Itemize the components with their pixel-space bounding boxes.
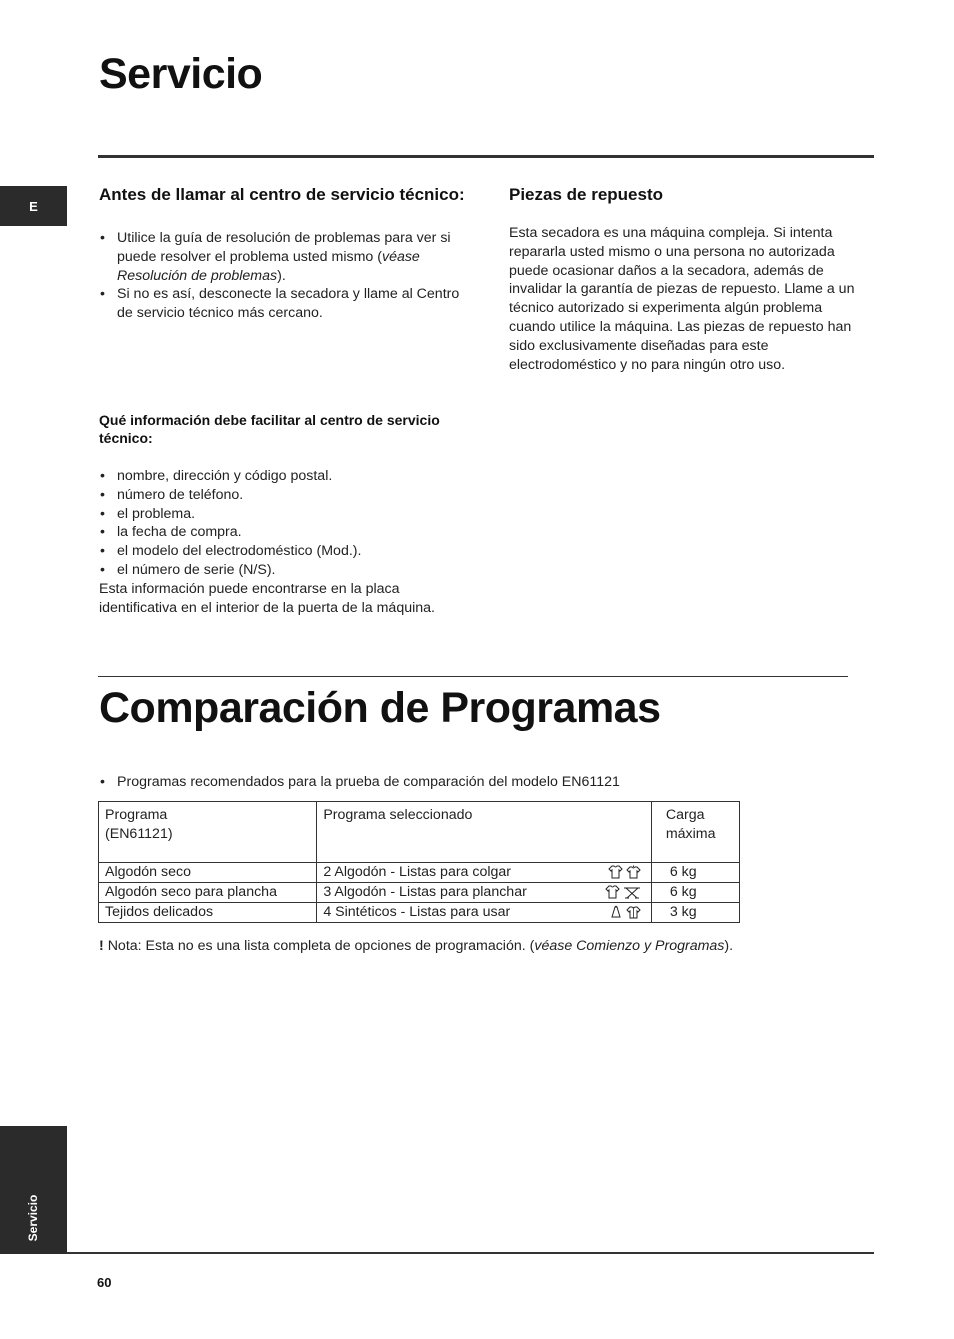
- header-programa: [99, 802, 317, 863]
- cell-programa: Algodón seco para plancha: [99, 883, 317, 903]
- note-tail: ).: [724, 938, 734, 954]
- shirt-icon: [608, 865, 623, 879]
- cross-reference-link: véase Comienzo y Programas: [534, 938, 725, 954]
- comparison-intro-list: [99, 773, 799, 792]
- shirt-hanger-icon: [626, 865, 641, 879]
- header-seleccionado: Programa seleccionado: [317, 802, 652, 863]
- cell-seleccionado: [317, 883, 652, 903]
- shirt-hanger-icon: [626, 905, 641, 919]
- table-header-row: [99, 802, 740, 863]
- cross-reference-link: véase Resolución de problemas: [117, 248, 420, 284]
- info-heading: Qué información debe facilitar al centro de servicio técnico:: [99, 412, 440, 446]
- cell-programa: Algodón seco: [99, 863, 317, 883]
- cell-seleccionado: [317, 903, 652, 923]
- page-title: Servicio: [99, 50, 263, 98]
- language-tab: [0, 186, 67, 226]
- language-tab-label: E: [29, 198, 38, 214]
- care-symbols: [605, 885, 641, 899]
- cell-seleccionado-text: 3 Algodón - Listas para planchar: [323, 884, 527, 900]
- info-note: Esta información puede encontrarse en la placa identificativa en el interior de la puerta de la máquina.: [99, 580, 435, 616]
- comparison-table: [98, 801, 740, 923]
- care-symbols: [608, 865, 641, 879]
- header-carga: [651, 802, 739, 863]
- page-number: 60: [97, 1275, 112, 1290]
- iron-board-icon: [623, 885, 641, 899]
- list-item: • el modelo del electrodoméstico (Mod.).: [99, 542, 469, 561]
- list-item: • la fecha de compra.: [99, 523, 469, 542]
- list-item: • el número de serie (N/S).: [99, 561, 469, 580]
- list-item: • Programas recomendados para la prueba de comparación del modelo EN61121: [99, 773, 799, 792]
- spare-parts-heading: Piezas de repuesto: [509, 185, 664, 204]
- cell-carga: 6 kg: [651, 883, 739, 903]
- shirt-icon: [605, 885, 620, 899]
- list-item: • número de teléfono.: [99, 486, 469, 505]
- section-side-tab: [0, 1126, 67, 1254]
- cell-programa: Tejidos delicados: [99, 903, 317, 923]
- section-side-tab-label: Servicio: [26, 1194, 40, 1242]
- cell-seleccionado: [317, 863, 652, 883]
- list-item-text: Utilice la guía de resolución de problemas para ver si puede resolver el problema usted mismo (: [117, 230, 451, 265]
- list-item: • Si no es así, desconecte la secadora y llame al Centro de servicio técnico más cercano.: [99, 285, 469, 323]
- footer-divider: [67, 1252, 874, 1254]
- comparison-divider: [98, 676, 848, 677]
- comparison-note: [99, 937, 899, 956]
- list-item: • nombre, dirección y código postal.: [99, 467, 469, 486]
- comparison-title: Comparación de Programas: [99, 684, 661, 732]
- before-call-heading: Antes de llamar al centro de servicio técnico:: [99, 185, 465, 204]
- cell-carga: 6 kg: [651, 863, 739, 883]
- cell-seleccionado-text: 4 Sintéticos - Listas para usar: [323, 904, 511, 920]
- warning-mark: !: [99, 938, 104, 954]
- before-call-list: [99, 229, 469, 323]
- info-list: [99, 467, 469, 580]
- care-symbols: [609, 905, 641, 919]
- info-section: [99, 411, 469, 617]
- header-carga-label: Carga: [665, 807, 705, 823]
- title-divider: [98, 155, 874, 158]
- list-item: • el problema.: [99, 505, 469, 524]
- header-programa-sub: (EN61121): [105, 825, 173, 842]
- spare-parts-body: Esta secadora es una máquina compleja. Si intenta repararla usted mismo o una persona no autorizada puede ocasionar daños a la secadora, además de invalidar la garantía de piezas de repuesto. Llame a un técnico autorizado si experimenta algún problema cuando utilice la máquina. Las piezas de repuesto han sido exclusivamente diseñadas para este electrodoméstico y no para ningún otro uso.: [509, 225, 855, 373]
- table-row: [99, 883, 740, 903]
- delicate-icon: [609, 905, 623, 919]
- cell-carga: 3 kg: [651, 903, 739, 923]
- list-item: [99, 229, 469, 285]
- list-item-tail: ).: [277, 267, 286, 284]
- header-carga-sub: máxima: [665, 825, 716, 842]
- table-row: [99, 903, 740, 923]
- before-call-section: [99, 186, 469, 323]
- cell-seleccionado-text: 2 Algodón - Listas para colgar: [323, 864, 512, 880]
- table-row: [99, 863, 740, 883]
- spare-parts-section: [509, 186, 869, 374]
- note-text: Nota: Esta no es una lista completa de opciones de programación. (: [107, 938, 535, 954]
- header-programa-label: Programa: [105, 807, 168, 823]
